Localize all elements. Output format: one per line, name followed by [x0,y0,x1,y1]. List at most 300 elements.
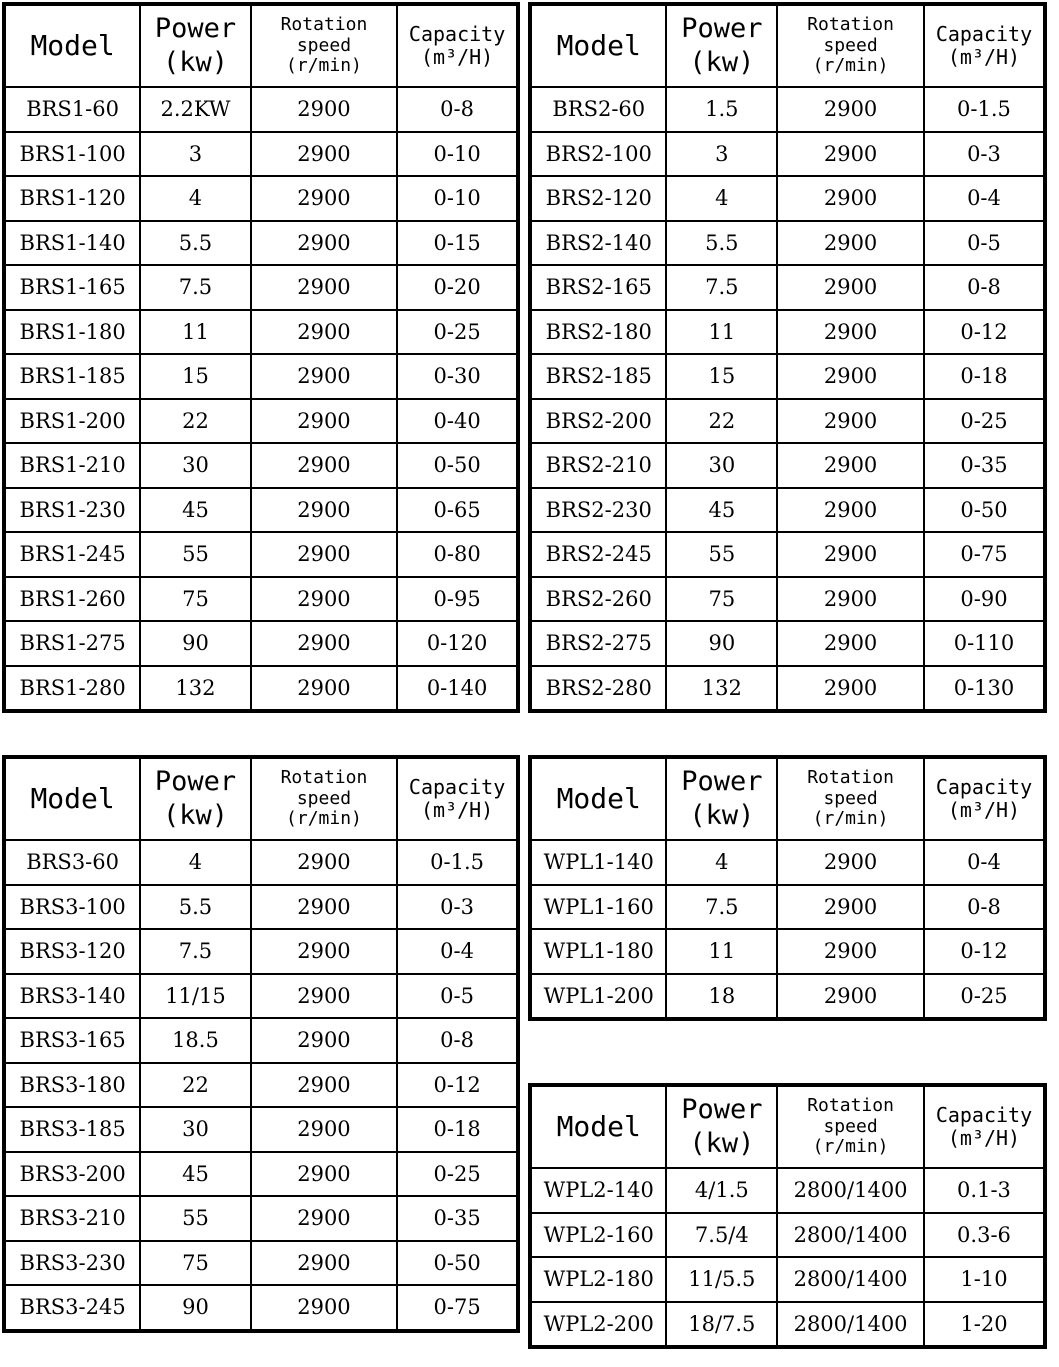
speed-cell: 2900 [251,132,397,177]
header-row [530,1085,1045,1168]
model-cell: BRS1-210 [4,443,140,488]
capacity-cell: 0-18 [924,354,1045,399]
speed-cell: 2900 [251,265,397,310]
speed-cell: 2900 [251,221,397,266]
table-row [4,132,518,177]
model-cell: BRS3-245 [4,1285,140,1331]
model-cell: BRS1-185 [4,354,140,399]
capacity-header-text: (m³/H) [947,45,1021,69]
capacity-header-text: Capacity [408,22,506,46]
capacity-cell: 0-110 [924,621,1045,666]
power-cell: 18.5 [140,1018,251,1063]
rotation-speed-header-text: Rotation [280,766,368,788]
speed-cell: 2900 [251,621,397,666]
power-header-text: (kw) [162,47,228,78]
brs2-spec-table [528,2,1047,713]
model-cell: BRS3-120 [4,929,140,974]
model-cell: WPL2-180 [530,1257,666,1302]
table-row [4,840,518,885]
power-cell: 7.5 [666,265,777,310]
power-cell: 55 [140,1196,251,1241]
power-cell: 4 [140,840,251,885]
rotation-speed-header-text: Rotation [807,13,894,35]
table-row [4,974,518,1019]
power-cell: 22 [140,399,251,444]
capacity-cell: 0-5 [924,221,1045,266]
speed-cell: 2900 [777,399,924,444]
model-cell: WPL2-160 [530,1213,666,1258]
model-cell: BRS1-230 [4,488,140,533]
speed-cell: 2900 [251,1107,397,1152]
table-row [4,532,518,577]
power-cell: 30 [140,1107,251,1152]
power-header-text: (kw) [162,800,228,831]
capacity-cell: 0-95 [397,577,518,622]
power-cell: 90 [140,1285,251,1331]
capacity-cell: 0-130 [924,666,1045,712]
table-row [4,1241,518,1286]
power-cell: 11 [140,310,251,355]
capacity-header-text: Capacity [935,1103,1033,1127]
speed-cell: 2900 [251,176,397,221]
table-row [4,621,518,666]
power-cell: 45 [666,488,777,533]
speed-cell: 2900 [251,1152,397,1197]
table-row [530,265,1045,310]
power-cell: 11/15 [140,974,251,1019]
speed-cell: 2900 [777,132,924,177]
rotation-speed-header-text: speed [296,787,352,809]
model-cell: BRS2-280 [530,666,666,712]
power-cell: 11 [666,310,777,355]
wpl2-spec-table [528,1083,1047,1349]
capacity-cell: 0-4 [924,840,1045,885]
model-cell: BRS3-100 [4,885,140,930]
speed-cell: 2900 [777,577,924,622]
speed-cell: 2900 [777,176,924,221]
capacity-cell: 0-90 [924,577,1045,622]
speed-cell: 2900 [251,929,397,974]
capacity-cell: 0-50 [397,443,518,488]
power-header [666,1085,777,1168]
capacity-header-text: (m³/H) [420,45,494,69]
speed-cell: 2900 [777,265,924,310]
capacity-cell: 0-5 [397,974,518,1019]
capacity-cell: 0.3-6 [924,1213,1045,1258]
speed-cell: 2900 [251,1063,397,1108]
speed-cell: 2900 [251,1196,397,1241]
power-cell: 5.5 [140,885,251,930]
rotation-speed-header [251,757,397,840]
power-cell: 90 [666,621,777,666]
table-row [530,176,1045,221]
capacity-cell: 0-12 [924,310,1045,355]
capacity-cell: 0-1.5 [397,840,518,885]
speed-cell: 2900 [777,443,924,488]
power-cell: 1.5 [666,87,777,132]
model-header [4,757,140,840]
model-cell: BRS2-260 [530,577,666,622]
speed-cell: 2800/1400 [777,1257,924,1302]
capacity-cell: 0.1-3 [924,1168,1045,1213]
power-header-text: (kw) [689,47,755,78]
model-cell: BRS1-275 [4,621,140,666]
table-row [530,532,1045,577]
table-row [4,310,518,355]
speed-cell: 2800/1400 [777,1302,924,1348]
capacity-header [924,1085,1045,1168]
table-row [4,929,518,974]
model-cell: BRS2-100 [530,132,666,177]
speed-cell: 2900 [777,488,924,533]
table-row [530,929,1045,974]
power-cell: 18 [666,974,777,1020]
table-row [4,176,518,221]
model-cell: WPL1-180 [530,929,666,974]
capacity-cell: 0-3 [924,132,1045,177]
power-cell: 4 [140,176,251,221]
model-cell: WPL1-200 [530,974,666,1020]
model-cell: WPL2-140 [530,1168,666,1213]
table-row [4,488,518,533]
rotation-speed-header-text: speed [296,34,352,56]
power-cell: 3 [666,132,777,177]
power-header-text: (kw) [689,800,755,831]
model-cell: BRS1-245 [4,532,140,577]
model-header-text: Model [30,781,115,815]
model-cell: BRS2-165 [530,265,666,310]
capacity-header-text: (m³/H) [947,798,1021,822]
power-cell: 75 [140,1241,251,1286]
power-cell: 55 [666,532,777,577]
capacity-cell: 0-75 [924,532,1045,577]
power-cell: 15 [666,354,777,399]
speed-cell: 2900 [251,577,397,622]
model-cell: BRS1-165 [4,265,140,310]
capacity-cell: 0-8 [397,1018,518,1063]
speed-cell: 2900 [251,532,397,577]
power-cell: 5.5 [140,221,251,266]
power-header-text: Power [681,1094,763,1126]
model-cell: BRS1-280 [4,666,140,712]
capacity-cell: 0-25 [924,399,1045,444]
model-header-text: Model [556,28,641,62]
power-cell: 18/7.5 [666,1302,777,1348]
capacity-cell: 0-120 [397,621,518,666]
table-row [530,885,1045,930]
model-cell: BRS3-140 [4,974,140,1019]
model-cell: BRS1-140 [4,221,140,266]
table-row [4,265,518,310]
model-cell: BRS1-120 [4,176,140,221]
speed-cell: 2900 [251,666,397,712]
speed-cell: 2900 [251,354,397,399]
model-cell: BRS2-230 [530,488,666,533]
brs1-spec-table [2,2,520,713]
table-row [530,974,1045,1020]
power-cell: 2.2KW [140,87,251,132]
model-cell: BRS2-180 [530,310,666,355]
capacity-cell: 0-25 [397,1152,518,1197]
model-cell: BRS3-200 [4,1152,140,1197]
power-header-text: Power [154,13,237,45]
speed-cell: 2900 [777,840,924,885]
rotation-speed-header-text: speed [823,787,878,809]
model-header [530,4,666,87]
power-cell: 45 [140,488,251,533]
table-row [530,132,1045,177]
table-row [4,399,518,444]
power-cell: 22 [140,1063,251,1108]
table-row [4,577,518,622]
model-cell: BRS2-200 [530,399,666,444]
table-row [530,577,1045,622]
capacity-header-text: (m³/H) [420,798,494,822]
power-header [666,4,777,87]
speed-cell: 2900 [777,974,924,1020]
header-row [530,4,1045,87]
table-row [530,621,1045,666]
table-row [4,885,518,930]
model-header-text: Model [30,28,115,62]
speed-cell: 2800/1400 [777,1168,924,1213]
model-header-text: Model [556,1109,641,1143]
capacity-cell: 0-12 [924,929,1045,974]
power-header [140,757,251,840]
model-header [4,4,140,87]
power-cell: 132 [666,666,777,712]
rotation-speed-header [777,1085,924,1168]
model-cell: BRS1-200 [4,399,140,444]
table-row [530,221,1045,266]
model-cell: BRS1-180 [4,310,140,355]
speed-cell: 2900 [777,532,924,577]
capacity-cell: 0-10 [397,132,518,177]
power-header [140,4,251,87]
power-cell: 11/5.5 [666,1257,777,1302]
rotation-speed-header-text: speed [823,1115,878,1137]
power-cell: 75 [666,577,777,622]
speed-cell: 2900 [251,1018,397,1063]
capacity-cell: 0-30 [397,354,518,399]
power-cell: 22 [666,399,777,444]
speed-cell: 2900 [777,621,924,666]
table-row [530,443,1045,488]
capacity-cell: 0-4 [397,929,518,974]
capacity-cell: 0-18 [397,1107,518,1152]
rotation-speed-header [251,4,397,87]
power-cell: 75 [140,577,251,622]
table-row [4,1196,518,1241]
table-row [530,354,1045,399]
capacity-cell: 0-35 [397,1196,518,1241]
speed-cell: 2800/1400 [777,1213,924,1258]
table-row [4,1107,518,1152]
model-cell: BRS1-100 [4,132,140,177]
model-cell: BRS2-185 [530,354,666,399]
model-cell: BRS2-140 [530,221,666,266]
capacity-cell: 0-25 [397,310,518,355]
rotation-speed-header-text: (r/min) [812,808,889,830]
power-cell: 90 [140,621,251,666]
model-header-text: Model [556,781,641,815]
model-cell: WPL1-160 [530,885,666,930]
model-cell: BRS2-275 [530,621,666,666]
power-cell: 7.5/4 [666,1213,777,1258]
power-header [666,757,777,840]
wpl1-spec-table [528,755,1047,1021]
capacity-cell: 0-50 [397,1241,518,1286]
power-header-text: (kw) [689,1128,755,1159]
model-cell: WPL2-200 [530,1302,666,1348]
power-header-text: Power [681,13,763,45]
table-row [4,221,518,266]
capacity-cell: 1-10 [924,1257,1045,1302]
rotation-speed-header-text: Rotation [280,13,368,35]
model-cell: BRS2-210 [530,443,666,488]
speed-cell: 2900 [777,221,924,266]
table-row [530,87,1045,132]
table-row [530,1213,1045,1258]
capacity-cell: 0-15 [397,221,518,266]
capacity-cell: 0-10 [397,176,518,221]
header-row [4,757,518,840]
power-cell: 5.5 [666,221,777,266]
capacity-cell: 0-40 [397,399,518,444]
table-row [530,488,1045,533]
speed-cell: 2900 [251,399,397,444]
capacity-cell: 0-35 [924,443,1045,488]
speed-cell: 2900 [777,310,924,355]
speed-cell: 2900 [251,443,397,488]
capacity-cell: 0-25 [924,974,1045,1020]
power-header-text: Power [681,766,763,798]
table-row [4,443,518,488]
table-row [4,354,518,399]
capacity-header-text: (m³/H) [947,1126,1021,1150]
capacity-header [924,4,1045,87]
rotation-speed-header-text: (r/min) [812,55,889,77]
table-row [530,1168,1045,1213]
rotation-speed-header-text: Rotation [807,1094,894,1116]
table-row [4,1285,518,1331]
rotation-speed-header-text: (r/min) [286,55,362,77]
power-cell: 4 [666,840,777,885]
table-row [530,1257,1045,1302]
capacity-header [397,757,518,840]
capacity-cell: 0-20 [397,265,518,310]
model-cell: BRS2-120 [530,176,666,221]
rotation-speed-header-text: (r/min) [812,1136,889,1158]
table-row [530,666,1045,712]
power-header-text: Power [154,766,237,798]
power-cell: 11 [666,929,777,974]
power-cell: 30 [666,443,777,488]
rotation-speed-header-text: Rotation [807,766,894,788]
capacity-cell: 0-3 [397,885,518,930]
capacity-cell: 0-1.5 [924,87,1045,132]
speed-cell: 2900 [251,488,397,533]
speed-cell: 2900 [777,354,924,399]
speed-cell: 2900 [251,1241,397,1286]
speed-cell: 2900 [251,974,397,1019]
rotation-speed-header-text: (r/min) [286,808,362,830]
power-cell: 4/1.5 [666,1168,777,1213]
table-row [4,1152,518,1197]
speed-cell: 2900 [251,885,397,930]
capacity-header [397,4,518,87]
speed-cell: 2900 [777,885,924,930]
power-cell: 55 [140,532,251,577]
power-cell: 4 [666,176,777,221]
power-cell: 3 [140,132,251,177]
model-cell: BRS3-210 [4,1196,140,1241]
capacity-header-text: Capacity [408,775,506,799]
model-cell: BRS3-165 [4,1018,140,1063]
speed-cell: 2900 [251,310,397,355]
speed-cell: 2900 [251,87,397,132]
capacity-cell: 0-140 [397,666,518,712]
model-header [530,1085,666,1168]
table-row [530,840,1045,885]
table-row [4,1063,518,1108]
power-cell: 7.5 [666,885,777,930]
capacity-header-text: Capacity [935,775,1033,799]
capacity-cell: 0-65 [397,488,518,533]
rotation-speed-header [777,4,924,87]
capacity-header [924,757,1045,840]
table-row [530,399,1045,444]
capacity-cell: 0-8 [924,885,1045,930]
table-row [530,1302,1045,1348]
model-header [530,757,666,840]
model-cell: BRS3-60 [4,840,140,885]
capacity-cell: 1-20 [924,1302,1045,1348]
model-cell: BRS1-60 [4,87,140,132]
power-cell: 132 [140,666,251,712]
speed-cell: 2900 [251,840,397,885]
capacity-cell: 0-75 [397,1285,518,1331]
model-cell: BRS3-230 [4,1241,140,1286]
capacity-cell: 0-12 [397,1063,518,1108]
model-cell: BRS2-245 [530,532,666,577]
capacity-cell: 0-8 [397,87,518,132]
speed-cell: 2900 [777,929,924,974]
header-row [4,4,518,87]
rotation-speed-header [777,757,924,840]
power-cell: 7.5 [140,265,251,310]
table-row [4,666,518,712]
capacity-header-text: Capacity [935,22,1033,46]
model-cell: BRS3-180 [4,1063,140,1108]
table-row [530,310,1045,355]
rotation-speed-header-text: speed [823,34,878,56]
speed-cell: 2900 [251,1285,397,1331]
model-cell: WPL1-140 [530,840,666,885]
table-row [4,87,518,132]
capacity-cell: 0-80 [397,532,518,577]
header-row [530,757,1045,840]
power-cell: 45 [140,1152,251,1197]
power-cell: 7.5 [140,929,251,974]
capacity-cell: 0-8 [924,265,1045,310]
model-cell: BRS3-185 [4,1107,140,1152]
brs3-spec-table [2,755,520,1333]
power-cell: 30 [140,443,251,488]
capacity-cell: 0-50 [924,488,1045,533]
table-row [4,1018,518,1063]
speed-cell: 2900 [777,87,924,132]
